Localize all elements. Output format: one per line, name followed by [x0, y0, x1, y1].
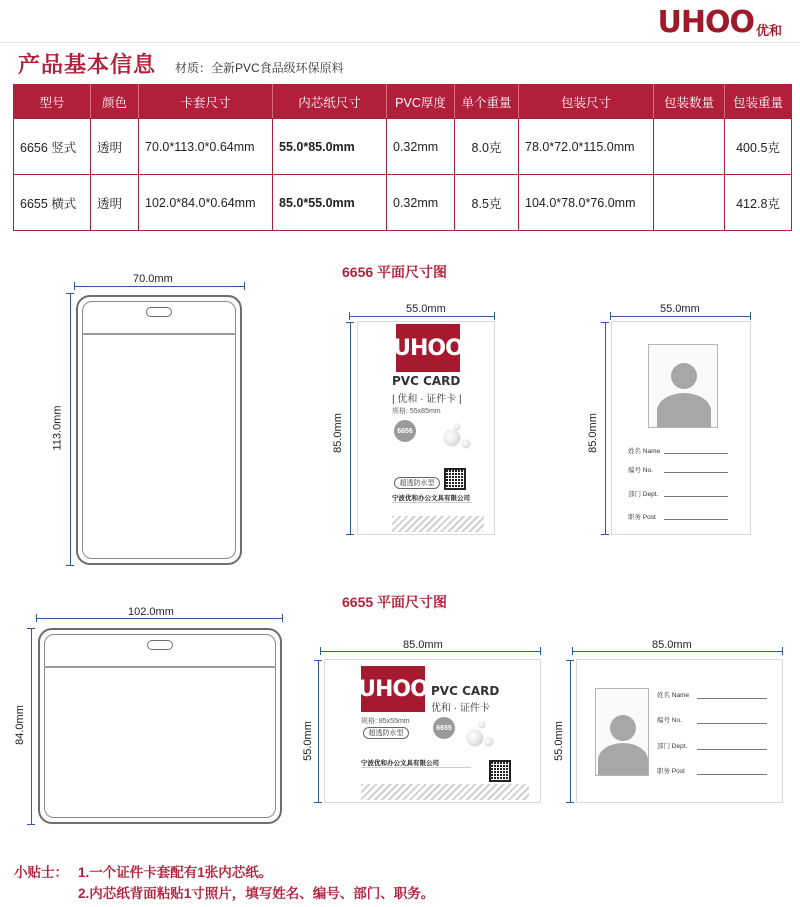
card-subtitle: 优和 · 证件卡 [431, 703, 490, 714]
person-icon-body [657, 393, 711, 428]
table-cell [654, 119, 725, 175]
pocket-seam [44, 666, 276, 668]
dimension-label: 85.0mm [652, 639, 692, 651]
field-post-label: 职务 Post [657, 768, 685, 775]
dimension-line [350, 322, 351, 534]
dimension-label: 102.0mm [128, 606, 174, 618]
dimension-label: 55.0mm [660, 303, 700, 315]
dimension-tick [601, 322, 609, 323]
dimension-tick [540, 647, 541, 655]
table-cell: 85.0*55.0mm [273, 175, 387, 231]
person-icon [610, 715, 636, 741]
table-cell: 55.0*85.0mm [273, 119, 387, 175]
table-header-cell: 卡套尺寸 [139, 85, 273, 119]
table-header-cell: 包装重量 [725, 85, 792, 119]
card-subtitle: | 优和 · 证件卡 | [392, 394, 462, 405]
dimension-tick [566, 802, 574, 803]
table-cell: 412.8克 [725, 175, 792, 231]
tip-1: 1.一个证件卡套配有1张内芯纸。 [78, 865, 273, 880]
waterproof-tag: 超透防水型 [363, 727, 409, 739]
table-cell: 8.0克 [455, 119, 519, 175]
dimension-tick [36, 614, 37, 622]
photo-placeholder [648, 344, 718, 428]
dimension-label: 84.0mm [13, 705, 26, 745]
water-drop-icon [479, 722, 485, 728]
water-drop-icon [462, 440, 470, 448]
qr-code-icon [489, 760, 511, 782]
dimension-label: 55.0mm [406, 303, 446, 315]
dimension-tick [349, 312, 350, 320]
dimension-tick [314, 660, 322, 661]
dimension-tick [494, 312, 495, 320]
person-icon-body [598, 743, 648, 776]
dimension-line [36, 618, 282, 619]
water-drop-icon [485, 738, 493, 746]
dimension-tick [27, 628, 35, 629]
table-header-cell: 包装尺寸 [519, 85, 654, 119]
table-cell: 104.0*78.0*76.0mm [519, 175, 654, 231]
table-header-cell: 单个重量 [455, 85, 519, 119]
tips-label: 小贴士： [14, 865, 68, 880]
water-drop-icon [454, 424, 460, 430]
table-cell: 0.32mm [387, 175, 455, 231]
insert-card-front-6656 [358, 322, 494, 534]
table-cell: 400.5克 [725, 119, 792, 175]
field-dept-label: 部门 Dept. [628, 491, 659, 498]
brand-logo-sub: 优和 [755, 22, 782, 38]
company-name: 宁波优和办公文具有限公司 [392, 495, 470, 502]
dimension-line [572, 651, 782, 652]
table-cell [654, 175, 725, 231]
field-name-label: 姓名 Name [657, 692, 690, 699]
dimension-label: 85.0mm [586, 413, 599, 453]
dimension-label: 55.0mm [552, 721, 565, 761]
field-post-label: 职务 Post [628, 514, 656, 521]
card-stripes [361, 784, 529, 800]
model-badge: 6656 [394, 420, 416, 442]
dimension-label: 70.0mm [133, 273, 173, 285]
table-cell: 78.0*72.0*115.0mm [519, 119, 654, 175]
insert-card-back-6656 [612, 322, 750, 534]
dimension-tick [282, 614, 283, 622]
table-row [14, 175, 792, 231]
dimension-line [320, 651, 540, 652]
field-line [697, 774, 767, 775]
dimension-tick [601, 534, 609, 535]
company-fineprint [361, 767, 471, 781]
field-name-label: 姓名 Name [628, 448, 661, 455]
dimension-tick [610, 312, 611, 320]
table-cell: 102.0*84.0*0.64mm [139, 175, 273, 231]
table-header-cell: 颜色 [91, 85, 139, 119]
photo-placeholder [595, 688, 649, 776]
dimension-line [605, 322, 606, 534]
dimension-tick [346, 534, 354, 535]
field-line [664, 519, 728, 520]
table-cell: 0.32mm [387, 119, 455, 175]
dimension-tick [566, 660, 574, 661]
dimension-tick [572, 647, 573, 655]
lanyard-slot [146, 307, 172, 317]
dimension-tick [782, 647, 783, 655]
lanyard-slot [147, 640, 173, 650]
brand-logo [657, 5, 783, 40]
card-pvc-title: PVC CARD [431, 684, 500, 698]
field-line [697, 698, 767, 699]
model-badge: 6655 [433, 717, 455, 739]
card-holder-6656 [76, 295, 242, 565]
dimension-tick [74, 282, 75, 290]
dimension-line [70, 293, 71, 565]
tips-row [14, 862, 434, 883]
field-no-label: 编号 No. [628, 467, 653, 474]
card-holder-6655 [38, 628, 282, 824]
company-name: 宁波优和办公文具有限公司 [361, 760, 439, 767]
card-logo: UHOO [361, 666, 425, 712]
qr-code-icon [444, 468, 466, 490]
table-cell: 70.0*113.0*0.64mm [139, 119, 273, 175]
tips-block [14, 862, 434, 904]
dimension-line [349, 316, 494, 317]
field-no-label: 编号 No. [657, 717, 682, 724]
water-drop-icon [444, 430, 460, 446]
dimension-tick [750, 312, 751, 320]
dimension-tick [66, 293, 74, 294]
card-logo: UHOO [396, 324, 460, 372]
dimension-label: 113.0mm [51, 405, 64, 451]
section-title: 产品基本信息 [18, 52, 157, 77]
person-icon [671, 363, 697, 389]
dimension-tick [66, 565, 74, 566]
insert-card-back-6655 [577, 660, 782, 802]
field-line [664, 496, 728, 497]
dimension-tick [314, 802, 322, 803]
card-stripes [392, 516, 484, 532]
water-drop-icon [467, 730, 483, 746]
material-note: 材质：全新PVC食品级环保原料 [175, 61, 344, 75]
card-holder-inner [82, 301, 236, 559]
dimension-tick [320, 647, 321, 655]
table-cell: 透明 [91, 119, 139, 175]
tip-2: 2.内芯纸背面粘贴1寸照片，填写姓名、编号、部门、职务。 [78, 886, 435, 901]
card-holder-inner [44, 634, 276, 818]
table-header-row [14, 85, 792, 119]
dimension-line [74, 286, 244, 287]
field-line [664, 453, 728, 454]
dimension-tick [27, 824, 35, 825]
table-header-cell: 型号 [14, 85, 91, 119]
table-cell: 透明 [91, 175, 139, 231]
field-line [697, 749, 767, 750]
waterproof-tag: 超透防水型 [394, 477, 440, 489]
table-cell: 8.5克 [455, 175, 519, 231]
table-cell: 6656 竖式 [14, 119, 91, 175]
pocket-seam [82, 333, 236, 335]
dimension-line [610, 316, 750, 317]
dimension-line [31, 628, 32, 824]
dimension-line [318, 660, 319, 802]
field-line [664, 472, 728, 473]
field-line [697, 723, 767, 724]
insert-card-front-6655 [325, 660, 540, 802]
table-header-cell: 包装数量 [654, 85, 725, 119]
card-spec: 规格: 55x85mm [392, 408, 441, 415]
figure-title-6655: 6655 平面尺寸图 [342, 594, 448, 610]
dimension-label: 85.0mm [403, 639, 443, 651]
dimension-line [570, 660, 571, 802]
table-header-cell: PVC厚度 [387, 85, 455, 119]
header-divider [0, 42, 800, 43]
table-header-cell: 内芯纸尺寸 [273, 85, 387, 119]
figure-title-6656: 6656 平面尺寸图 [342, 264, 448, 280]
dimension-tick [346, 322, 354, 323]
field-dept-label: 部门 Dept. [657, 743, 688, 750]
dimension-tick [244, 282, 245, 290]
table-row [14, 119, 792, 175]
company-fineprint [392, 502, 472, 514]
dimension-label: 55.0mm [301, 721, 314, 761]
brand-logo-text: UHOO [657, 5, 754, 40]
spec-table [13, 84, 792, 231]
card-spec: 规格: 85x55mm [361, 718, 410, 725]
table-cell: 6655 横式 [14, 175, 91, 231]
card-pvc-title: PVC CARD [392, 374, 461, 388]
dimension-label: 85.0mm [331, 413, 344, 453]
